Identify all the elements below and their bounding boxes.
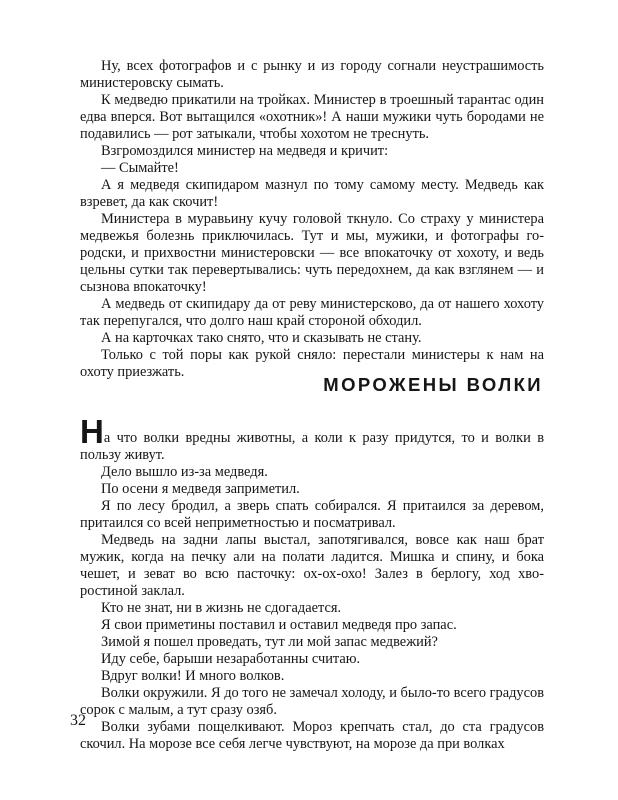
paragraph: — Сымайте!: [101, 160, 179, 176]
paragraph: А медведь от скипидару да от реву министерсково, да от нашего хохоту так перепугался, что долго наш край стороной обходил.: [80, 296, 544, 329]
opening-paragraph-text: а что волки вредны животны, а коли к разу придутся, то и волки в пользу живут.: [80, 430, 544, 463]
page-number: 32: [70, 712, 86, 729]
paragraph: А на карточках тако снято, что и сказывать не стану.: [101, 330, 422, 346]
paragraph: Дело вышло из-за медведя.: [101, 464, 268, 480]
paragraph: Иду себе, барыши незаработанны считаю.: [101, 651, 361, 667]
paragraph: Министера в муравьину кучу головой ткнуло. Со страху у министера медвежья болезнь приключилась. Тут и мы, мужики, и фотографы городски, и прихвостни министеровски — все впокаточку от хохоту, и ведь цельны сутки так перевертывались: чуть передохнем, да как взглянем — и сызнова впокаточку!: [80, 211, 544, 295]
paragraph: Я свои приметины поставил и оставил медведя про запас.: [101, 617, 457, 633]
paragraph: Я по лесу бродил, а зверь спать собирался. Я притаился за деревом, притаился со всей неприметностью и посматривал.: [80, 498, 544, 531]
paragraph: Волки окружили. Я до того не замечал холоду, и было-то всего градусов сорок с малым, а тут сразу озяб.: [80, 685, 544, 718]
chapter-text: [80, 413, 544, 753]
paragraph: Только с той поры как рукой сняло: перестали министеры к нам на охоту приезжать.: [80, 347, 544, 380]
opening-paragraph: [80, 413, 544, 464]
paragraph: По осени я медведя заприметил.: [101, 481, 300, 497]
paragraph: Вдруг волки! И много волков.: [101, 668, 285, 684]
paragraph: Взгромоздился министер на медведя и кричит:: [101, 143, 389, 159]
paragraph: Ну, всех фотографов и с рынку и из городу согнали неустрашимость министеровску сымать.: [80, 58, 544, 91]
paragraph: А я медведя скипидаром мазнул по тому самому месту. Медведь как взревет, да как скочит!: [80, 177, 544, 210]
story-continuation: [80, 58, 544, 381]
paragraph: Зимой я пошел проведать, тут ли мой запас медвежий?: [101, 634, 438, 650]
chapter-title: МОРОЖЕНЫ ВОЛКИ: [323, 374, 543, 395]
paragraph: Волки зубами пощелкивают. Мороз крепчать стал, до ста градусов скочил. На морозе все себя легче чувствуют, на морозе да при волках: [80, 719, 544, 752]
paragraph: Кто не знат, ни в жизнь не сдогадается.: [101, 600, 342, 616]
paragraph: К медведю прикатили на тройках. Министер в троешный тарантас один едва вперся. Вот вытащился «охотник»! А наши мужики чуть бородами не подавились — рот затыкали, чтобы хохотом не треснуть.: [80, 92, 544, 142]
paragraph: Медведь на задни лапы выстал, запотягивался, вовсе как наш брат мужик, когда на печку али на полати ладится. Мишка и спину, и бока чешет, и зеват во всю пасточку: ох-ох-охо! Залез в берлогу, ход хворостиной заклал.: [80, 532, 544, 599]
drop-cap: Н: [80, 413, 104, 450]
